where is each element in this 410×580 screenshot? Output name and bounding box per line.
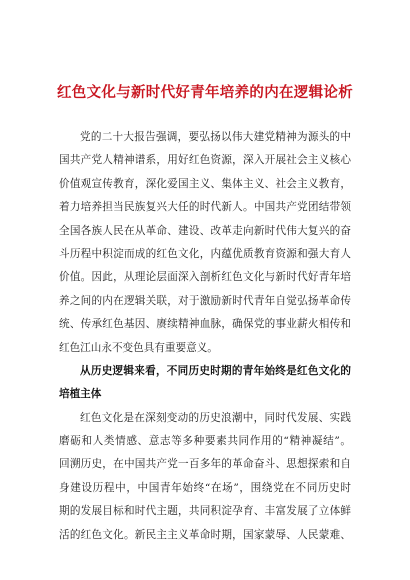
paragraph-history bbox=[59, 407, 351, 547]
text-line: 回溯历史，在中国共产党一百多年的革命奋斗、思想探索和自 bbox=[59, 458, 351, 471]
heading-line: 从历史逻辑来看，不同历史时期的青年始终是红色文化的 bbox=[80, 364, 351, 377]
text-line: 国共产党人精神谱系，用好红色资源，深入开展社会主义核心 bbox=[59, 154, 351, 167]
text-line: 价值观宣传教育，深化爱国主义、集体主义、社会主义教育， bbox=[59, 177, 351, 190]
heading-line: 培植主体 bbox=[59, 388, 102, 401]
text-line: 活的红色文化。新民主主义革命时期，国家蒙辱、人民蒙难、 bbox=[59, 528, 351, 541]
text-line: 价值。因此，从理论层面深入剖析红色文化与新时代好青年培 bbox=[59, 271, 351, 284]
section-heading bbox=[59, 360, 351, 407]
text-line: 养之间的内在逻辑关联，对于激励新时代青年自觉弘扬革命传 bbox=[59, 294, 351, 307]
text-line: 斗历程中积淀而成的红色文化，内蕴优质教育资源和强大育人 bbox=[59, 247, 351, 260]
text-line: 统、传承红色基因、赓续精神血脉，确保党的事业薪火相传和 bbox=[59, 318, 351, 331]
text-line: 期的发展目标和时代主题，共同积淀孕育、丰富发展了立体鲜 bbox=[59, 505, 351, 518]
document-body bbox=[59, 126, 351, 547]
text-line: 红色江山永不变色具有重要意义。 bbox=[59, 341, 218, 354]
text-line: 着力培养担当民族复兴大任的时代新人。中国共产党团结带领 bbox=[59, 201, 351, 214]
paragraph-intro bbox=[59, 126, 351, 360]
document-title: 红色文化与新时代好青年培养的内在逻辑论析 bbox=[57, 85, 353, 101]
text-line: 党的二十大报告强调，要弘扬以伟大建党精神为源头的中 bbox=[80, 131, 351, 143]
text-line: 红色文化是在深刻变动的历史浪潮中，同时代发展、实践 bbox=[80, 411, 351, 424]
text-line: 磨砺和人类情感、意志等多种要素共同作用的“精神凝结”。 bbox=[59, 435, 351, 448]
text-line: 身建设历程中，中国青年始终“在场”，围绕党在不同历史时 bbox=[59, 481, 351, 494]
text-line: 全国各族人民在从革命、建设、改革走向新时代伟大复兴的奋 bbox=[59, 224, 351, 237]
